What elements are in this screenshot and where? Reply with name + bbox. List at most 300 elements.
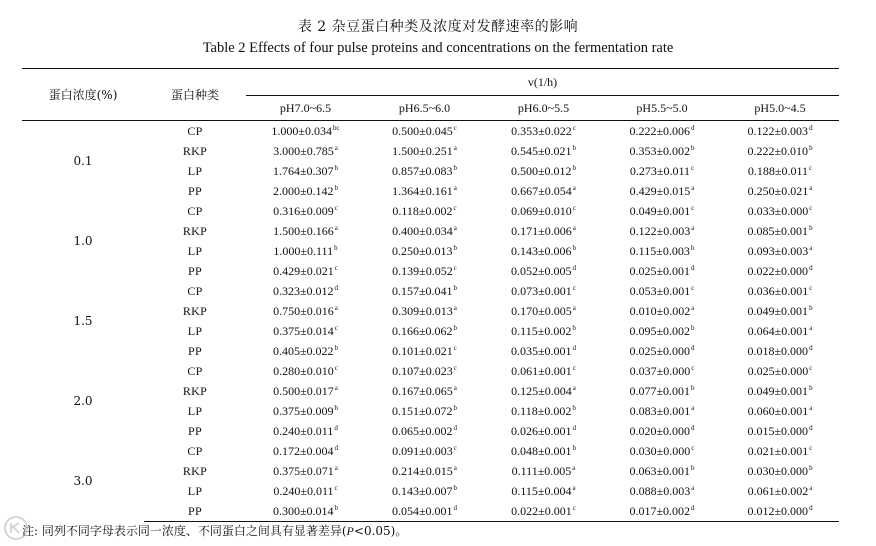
significance-letter: a [809,243,813,252]
rate-value: 0.240±0.011 [273,423,334,438]
protein-type-cell: LP [187,403,203,418]
rate-value-cell [603,281,721,301]
rate-value-cell [246,441,365,461]
table-footnote [22,522,407,539]
rate-value: 0.143±0.007 [391,483,453,498]
significance-letter: d [809,263,813,272]
significance-letter: c [809,163,813,172]
rate-value-cell [365,281,484,301]
rate-value-cell [721,261,839,281]
significance-letter: d [691,423,695,432]
table-row [22,181,839,201]
significance-letter: b [809,223,813,232]
rate-value: 0.060±0.001 [747,403,809,418]
rate-value: 0.125±0.004 [511,383,572,398]
protein-type-cell: PP [144,501,246,522]
significance-letter: b [334,183,339,192]
rate-value-cell [484,401,603,421]
significance-letter: a [334,463,338,472]
rate-value-cell [246,401,365,421]
significance-letter: a [572,383,576,392]
rate-value: 0.077±0.001 [629,383,691,398]
significance-letter: b [334,243,338,252]
significance-letter: b [572,323,576,332]
rate-value-cell [603,481,721,501]
rate-value: 0.545±0.021 [510,143,572,158]
rate-value: 0.053±0.001 [629,283,691,298]
rate-value: 0.064±0.001 [747,323,809,338]
rate-value: 0.088±0.003 [629,483,691,498]
significance-letter: d [453,503,458,512]
rate-value: 0.025±0.001 [629,263,691,278]
rate-value: 0.049±0.001 [629,203,691,218]
concentration-cell: 1.0 [73,234,93,248]
rate-value-cell [365,481,484,501]
rate-value-cell [603,421,721,441]
significance-letter: c [572,123,576,132]
rate-value: 0.020±0.000 [629,423,691,438]
significance-letter: a [809,183,813,192]
significance-letter: c [453,123,457,132]
rate-value: 0.049±0.001 [747,303,809,318]
table-row [22,341,839,361]
significance-letter: c [809,443,813,452]
rate-value-cell [721,161,839,181]
rate-value-cell [246,421,365,441]
table-row [22,441,839,461]
rate-value: 0.033±0.000 [747,203,809,218]
rate-value-cell [603,441,721,461]
significance-letter: a [572,183,576,192]
rate-value: 0.170±0.005 [511,303,572,318]
header-concentration: 蛋白浓度(%) [22,69,144,121]
significance-letter: b [691,143,695,152]
significance-letter: a [691,303,695,312]
significance-letter: b [809,143,813,152]
rate-value-cell [246,261,365,281]
significance-letter: b [809,463,813,472]
significance-letter: d [334,283,339,292]
rate-value-cell [603,201,721,221]
significance-letter: b [572,403,576,412]
rate-value: 0.167±0.065 [392,383,453,398]
rate-value-cell [365,361,484,381]
rate-value-cell [484,121,603,142]
concentration-cell: 1.5 [73,314,93,328]
rate-value-cell [484,381,603,401]
rate-value: 0.122±0.003 [629,223,691,238]
significance-letter: b [453,283,458,292]
significance-letter: a [453,383,457,392]
header-ph-range: pH7.0~6.5 [246,96,365,121]
significance-letter: b [572,243,577,252]
rate-value: 0.025±0.000 [747,363,809,378]
significance-letter: d [572,423,577,432]
rate-value-cell [603,241,721,261]
significance-letter: c [453,343,457,352]
significance-letter: a [453,303,457,312]
rate-value: 0.857±0.083 [391,163,453,178]
rate-value-cell [365,301,484,321]
rate-value: 0.022±0.001 [511,503,572,518]
rate-value-cell [484,141,603,161]
footnote-p-symbol: P [346,524,354,538]
footnote-suffix: <0.05)。 [353,524,408,538]
significance-letter: a [691,223,695,232]
protein-type-cell: CP [187,443,203,458]
rate-value-cell [246,481,365,501]
significance-letter: a [809,483,813,492]
rate-value-cell [246,141,365,161]
rate-value-cell [365,461,484,481]
rate-value-cell [246,341,365,361]
rate-value-cell [484,321,603,341]
rate-value-cell [484,201,603,221]
protein-type-cell: PP [188,183,202,198]
rate-value-cell [484,261,603,281]
rate-value-cell [246,201,365,221]
rate-value: 0.111±0.005 [511,463,572,478]
rate-value: 0.115±0.004 [511,483,572,498]
rate-value-cell [721,461,839,481]
rate-value-cell [365,181,484,201]
rate-value: 1.000±0.111 [273,243,334,258]
significance-letter: b [809,303,813,312]
rate-value: 0.017±0.002 [629,503,691,518]
table-title-cn: 表 2 杂豆蛋白种类及浓度对发酵速率的影响 [297,19,579,35]
table-body [22,121,839,522]
rate-value: 0.030±0.000 [629,443,691,458]
header-ph-range: pH5.0~4.5 [721,96,839,121]
rate-value: 0.375±0.009 [272,403,334,418]
significance-letter: c [691,163,695,172]
significance-letter: a [453,223,457,232]
rate-value-cell [721,501,839,522]
protein-type-cell: CP [187,363,203,378]
rate-value: 0.048±0.001 [510,443,572,458]
rate-value: 0.143±0.006 [510,243,572,258]
rate-value-cell [246,241,365,261]
rate-value: 0.405±0.022 [272,343,334,358]
rate-value-cell [484,161,603,181]
significance-letter: d [572,263,577,272]
header-protein-type: 蛋白种类 [144,69,246,121]
rate-value-cell [365,501,484,522]
table-row [22,401,839,421]
significance-letter: b [572,143,577,152]
table-row [22,261,839,281]
rate-value: 3.000±0.785 [273,143,334,158]
rate-value: 0.157±0.041 [391,283,453,298]
rate-value-cell [246,161,365,181]
rate-value-cell [365,421,484,441]
rate-value: 0.018±0.000 [747,343,809,358]
rate-value: 0.069±0.010 [511,203,572,218]
protein-type-cell: CP [187,123,203,138]
rate-value: 0.750±0.016 [273,303,334,318]
rate-value: 0.085±0.001 [747,223,809,238]
rate-value-cell [721,121,839,142]
significance-letter: d [453,423,458,432]
table-row [22,161,839,181]
rate-value: 0.353±0.002 [629,143,691,158]
rate-value-cell [603,181,721,201]
significance-letter: a [572,483,576,492]
table-row [22,221,839,241]
significance-letter: a [334,303,338,312]
rate-value: 0.049±0.001 [747,383,809,398]
rate-value: 0.172±0.004 [272,443,334,458]
rate-value-cell [246,501,365,522]
rate-value: 0.015±0.000 [747,423,809,438]
significance-letter: a [334,143,338,152]
table-row [22,121,839,142]
rate-value-cell [365,121,484,142]
rate-value: 0.280±0.010 [273,363,334,378]
rate-value: 0.500±0.045 [392,123,453,138]
rate-value: 0.353±0.022 [511,123,572,138]
significance-letter: c [809,363,813,372]
rate-value: 0.118±0.002 [511,403,572,418]
rate-value-cell [603,261,721,281]
significance-letter: d [572,343,577,352]
rate-value: 0.021±0.001 [747,443,809,458]
header-ph-range: pH6.0~5.5 [484,96,603,121]
rate-value-cell [246,381,365,401]
rate-value-cell [603,301,721,321]
significance-letter: d [809,343,813,352]
significance-letter: c [453,363,457,372]
table-row [22,141,839,161]
rate-value: 1.500±0.251 [392,143,453,158]
significance-letter: b [690,243,695,252]
protein-type-cell: CP [187,203,203,218]
table-row [22,481,839,501]
significance-letter: b [453,243,458,252]
rate-value-cell [721,301,839,321]
significance-letter: b [334,343,339,352]
significance-letter: a [453,143,457,152]
rate-value: 1.764±0.307 [272,163,334,178]
rate-value: 0.025±0.000 [629,343,691,358]
rate-value-cell [365,401,484,421]
header-ph-range: pH6.5~6.0 [365,96,484,121]
rate-value-cell [603,501,721,522]
rate-value-cell [365,141,484,161]
rate-value: 0.375±0.014 [273,323,334,338]
rate-value-cell [246,121,365,142]
rate-value: 0.065±0.002 [391,423,453,438]
rate-value-cell [484,221,603,241]
rate-value-cell [484,501,603,522]
rate-value: 0.115±0.002 [511,323,572,338]
rate-value: 0.035±0.001 [510,343,572,358]
table-row [22,421,839,441]
rate-value-cell [721,141,839,161]
rate-value: 0.101±0.021 [392,343,453,358]
significance-letter: c [691,363,695,372]
significance-letter: c [334,363,338,372]
rate-value: 0.115±0.003 [629,243,690,258]
rate-value-cell [484,301,603,321]
rate-value-cell [603,361,721,381]
significance-letter: b [453,483,458,492]
rate-value-cell [246,361,365,381]
rate-value: 0.188±0.011 [747,163,809,178]
rate-value: 0.054±0.001 [391,503,453,518]
rate-value: 0.250±0.021 [747,183,809,198]
rate-value-cell [721,481,839,501]
rate-value: 0.250±0.013 [391,243,453,258]
rate-value-cell [721,381,839,401]
table-row [22,361,839,381]
significance-letter: c [453,263,457,272]
rate-value: 0.037±0.000 [629,363,691,378]
significance-letter: a [453,183,457,192]
rate-value-cell [484,461,603,481]
rate-value: 0.061±0.001 [511,363,572,378]
table-row [22,301,839,321]
rate-value: 0.166±0.062 [391,323,453,338]
protein-type-cell: RKP [182,223,208,238]
rate-value-cell [721,441,839,461]
significance-letter: a [691,483,695,492]
significance-letter: a [334,383,338,392]
protein-type-cell: RKP [182,383,208,398]
rate-value-cell [603,141,721,161]
significance-letter: d [691,343,695,352]
rate-value-cell [721,201,839,221]
rate-value-cell [721,401,839,421]
rate-value: 0.429±0.021 [273,263,334,278]
protein-type-cell: RKP [182,303,208,318]
rate-value-cell [721,241,839,261]
rate-value-cell [603,321,721,341]
rate-value-cell [484,421,603,441]
rate-value-cell [246,461,365,481]
concentration-cell: 3.0 [73,474,93,489]
significance-letter: d [809,503,813,512]
table-row [22,501,839,522]
rate-value: 0.273±0.011 [629,163,691,178]
rate-value-cell [365,261,484,281]
header-ph-range: pH5.5~5.0 [603,96,721,121]
rate-value: 0.309±0.013 [392,303,453,318]
rate-value-cell [484,241,603,261]
protein-type-cell: LP [187,323,203,338]
table-row [22,381,839,401]
concentration-cell: 2.0 [73,394,93,408]
table-row [22,461,839,481]
rate-value: 0.375±0.071 [273,463,334,478]
rate-value: 0.030±0.000 [747,463,809,478]
rate-value-cell [721,321,839,341]
rate-value: 0.222±0.010 [747,143,809,158]
rate-value: 1.500±0.166 [273,223,334,238]
rate-value-cell [246,301,365,321]
rate-value-cell [484,361,603,381]
rate-value-cell [246,181,365,201]
rate-value: 0.300±0.014 [272,503,334,518]
rate-value-cell [603,461,721,481]
rate-value: 0.500±0.012 [510,163,572,178]
rate-value-cell [484,481,603,501]
protein-type-cell: CP [187,283,203,298]
rate-value: 0.214±0.015 [392,463,453,478]
significance-letter: bc [332,123,340,132]
rate-value-cell [365,161,484,181]
significance-letter: b [691,323,695,332]
significance-letter: c [453,203,457,212]
rate-value-cell [484,281,603,301]
significance-letter: d [809,423,813,432]
rate-value-cell [484,181,603,201]
significance-letter: c [334,263,338,272]
rate-value: 0.091±0.003 [392,443,453,458]
rate-value: 0.052±0.005 [510,263,572,278]
significance-letter: b [453,163,458,172]
rate-value-cell [721,341,839,361]
rate-value-cell [721,361,839,381]
significance-letter: d [691,503,695,512]
significance-letter: a [334,223,338,232]
rate-value: 0.118±0.002 [392,203,453,218]
significance-letter: d [334,443,339,452]
protein-type-cell: RKP [182,143,208,158]
rate-value: 0.012±0.000 [747,503,809,518]
protein-type-cell: PP [188,423,202,438]
rate-value-cell [603,401,721,421]
protein-type-cell: LP [187,163,203,178]
protein-type-cell: RKP [182,463,208,478]
rate-value-cell [603,121,721,142]
rate-value: 0.022±0.000 [747,263,809,278]
rate-value: 0.222±0.006 [629,123,691,138]
rate-value-cell [721,421,839,441]
rate-value: 1.364±0.161 [392,183,453,198]
significance-letter: c [809,283,813,292]
rate-value-cell [365,441,484,461]
rate-value-cell [603,381,721,401]
significance-letter: c [334,323,338,332]
rate-value: 0.139±0.052 [392,263,453,278]
data-table [22,68,839,522]
rate-value-cell [246,321,365,341]
concentration-cell: 0.1 [73,154,93,168]
rate-value-cell [603,341,721,361]
rate-value: 0.026±0.001 [510,423,572,438]
rate-value: 0.073±0.001 [511,283,572,298]
significance-letter: d [691,263,695,272]
rate-value: 0.063±0.001 [629,463,691,478]
table-row [22,321,839,341]
protein-type-cell: PP [188,263,202,278]
significance-letter: a [809,323,813,332]
significance-letter: b [334,403,339,412]
rate-value: 0.036±0.001 [747,283,809,298]
rate-value-cell [721,181,839,201]
rate-value: 0.083±0.001 [629,403,691,418]
significance-letter: c [572,283,576,292]
footnote-prefix: 注: 同列不同字母表示同一浓度、不同蛋白之间具有显著差异( [22,524,347,538]
rate-value: 0.429±0.015 [629,183,691,198]
significance-letter: d [334,423,338,432]
significance-letter: b [453,323,458,332]
protein-type-cell: PP [188,343,202,358]
rate-value: 2.000±0.142 [272,183,334,198]
protein-type-cell: LP [187,483,203,498]
significance-letter: c [572,203,576,212]
